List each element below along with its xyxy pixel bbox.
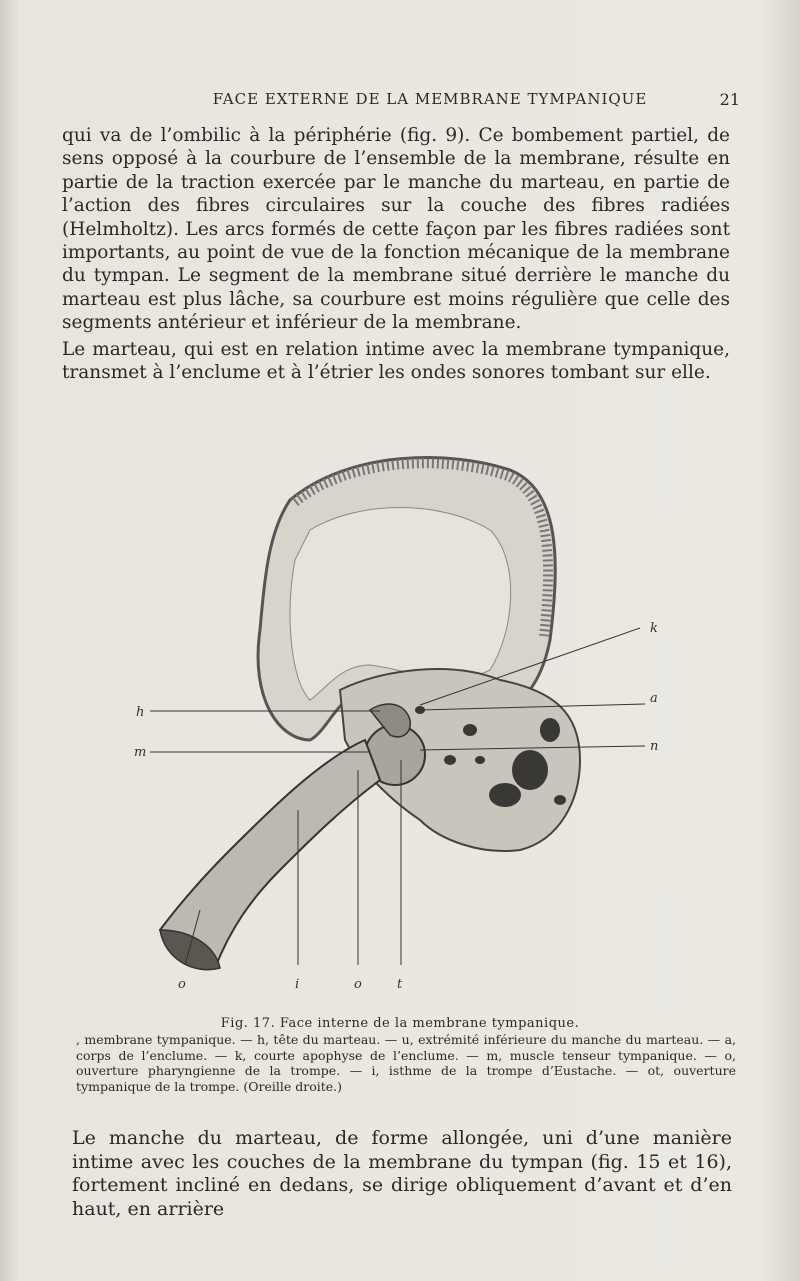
- running-title: FACE EXTERNE DE LA MEMBRANE TYMPANIQUE: [212, 90, 648, 108]
- label-a: a: [650, 691, 658, 706]
- figure-caption-body: , membrane tympanique. — h, tête du marteau. — u, extrémité inférieure du manche du marteau. — a, corps de l’enclume. — k, courte apophyse de l’enclume. — m, muscle tenseur tympanique. — o, ouverture pharyngienne de la trompe. — i, isthme de la trompe d’Eustache. — ot, ouverture tympanique de la trompe. (Oreille droite.): [76, 1032, 736, 1094]
- paragraph-3: Le manche du marteau, de forme allongée, uni d’une manière intime avec les couches de la membrane du tympan (fig. 15 et 16), fortement incliné en dedans, se dirige obliquement d’avant et d’en haut, en arrière: [72, 1127, 732, 1220]
- label-o-left: o: [178, 977, 186, 992]
- label-i: i: [295, 977, 300, 992]
- anatomical-figure: [120, 440, 680, 1000]
- label-h: h: [136, 705, 145, 720]
- figure-illustration: [120, 440, 680, 1000]
- label-n: n: [650, 739, 659, 754]
- label-t: t: [397, 977, 403, 992]
- label-o: o: [354, 977, 362, 992]
- paragraph-2: Le marteau, qui est en relation intime avec la membrane tympanique, transmet à l’enclume et à l’étrier les ondes sonores tombant sur elle.: [62, 339, 730, 384]
- label-k: k: [650, 621, 658, 636]
- running-head: [60, 90, 740, 110]
- label-m: m: [134, 745, 147, 760]
- paragraph-1: qui va de l’ombilic à la périphérie (fig. 9). Ce bombement partiel, de sens opposé à la courbure de l’ensemble de la membrane, résulte en partie de la traction exercée par le manche du marteau, en partie de l’action des fibres circulaires sur la couche des fibres radiées (Helmholtz). Les arcs formés de cette façon par les fibres radiées sont importants, au point de vue de la fonction mécanique de la membrane du tympan. Le segment de la membrane situé derrière le manche du marteau est plus lâche, sa courbure est moins régulière que celle des segments antérieur et inférieur de la membrane.: [62, 125, 730, 334]
- figure-caption-title: Fig. 17. Face interne de la membrane tympanique.: [220, 1016, 580, 1031]
- page-number: 21: [719, 90, 740, 109]
